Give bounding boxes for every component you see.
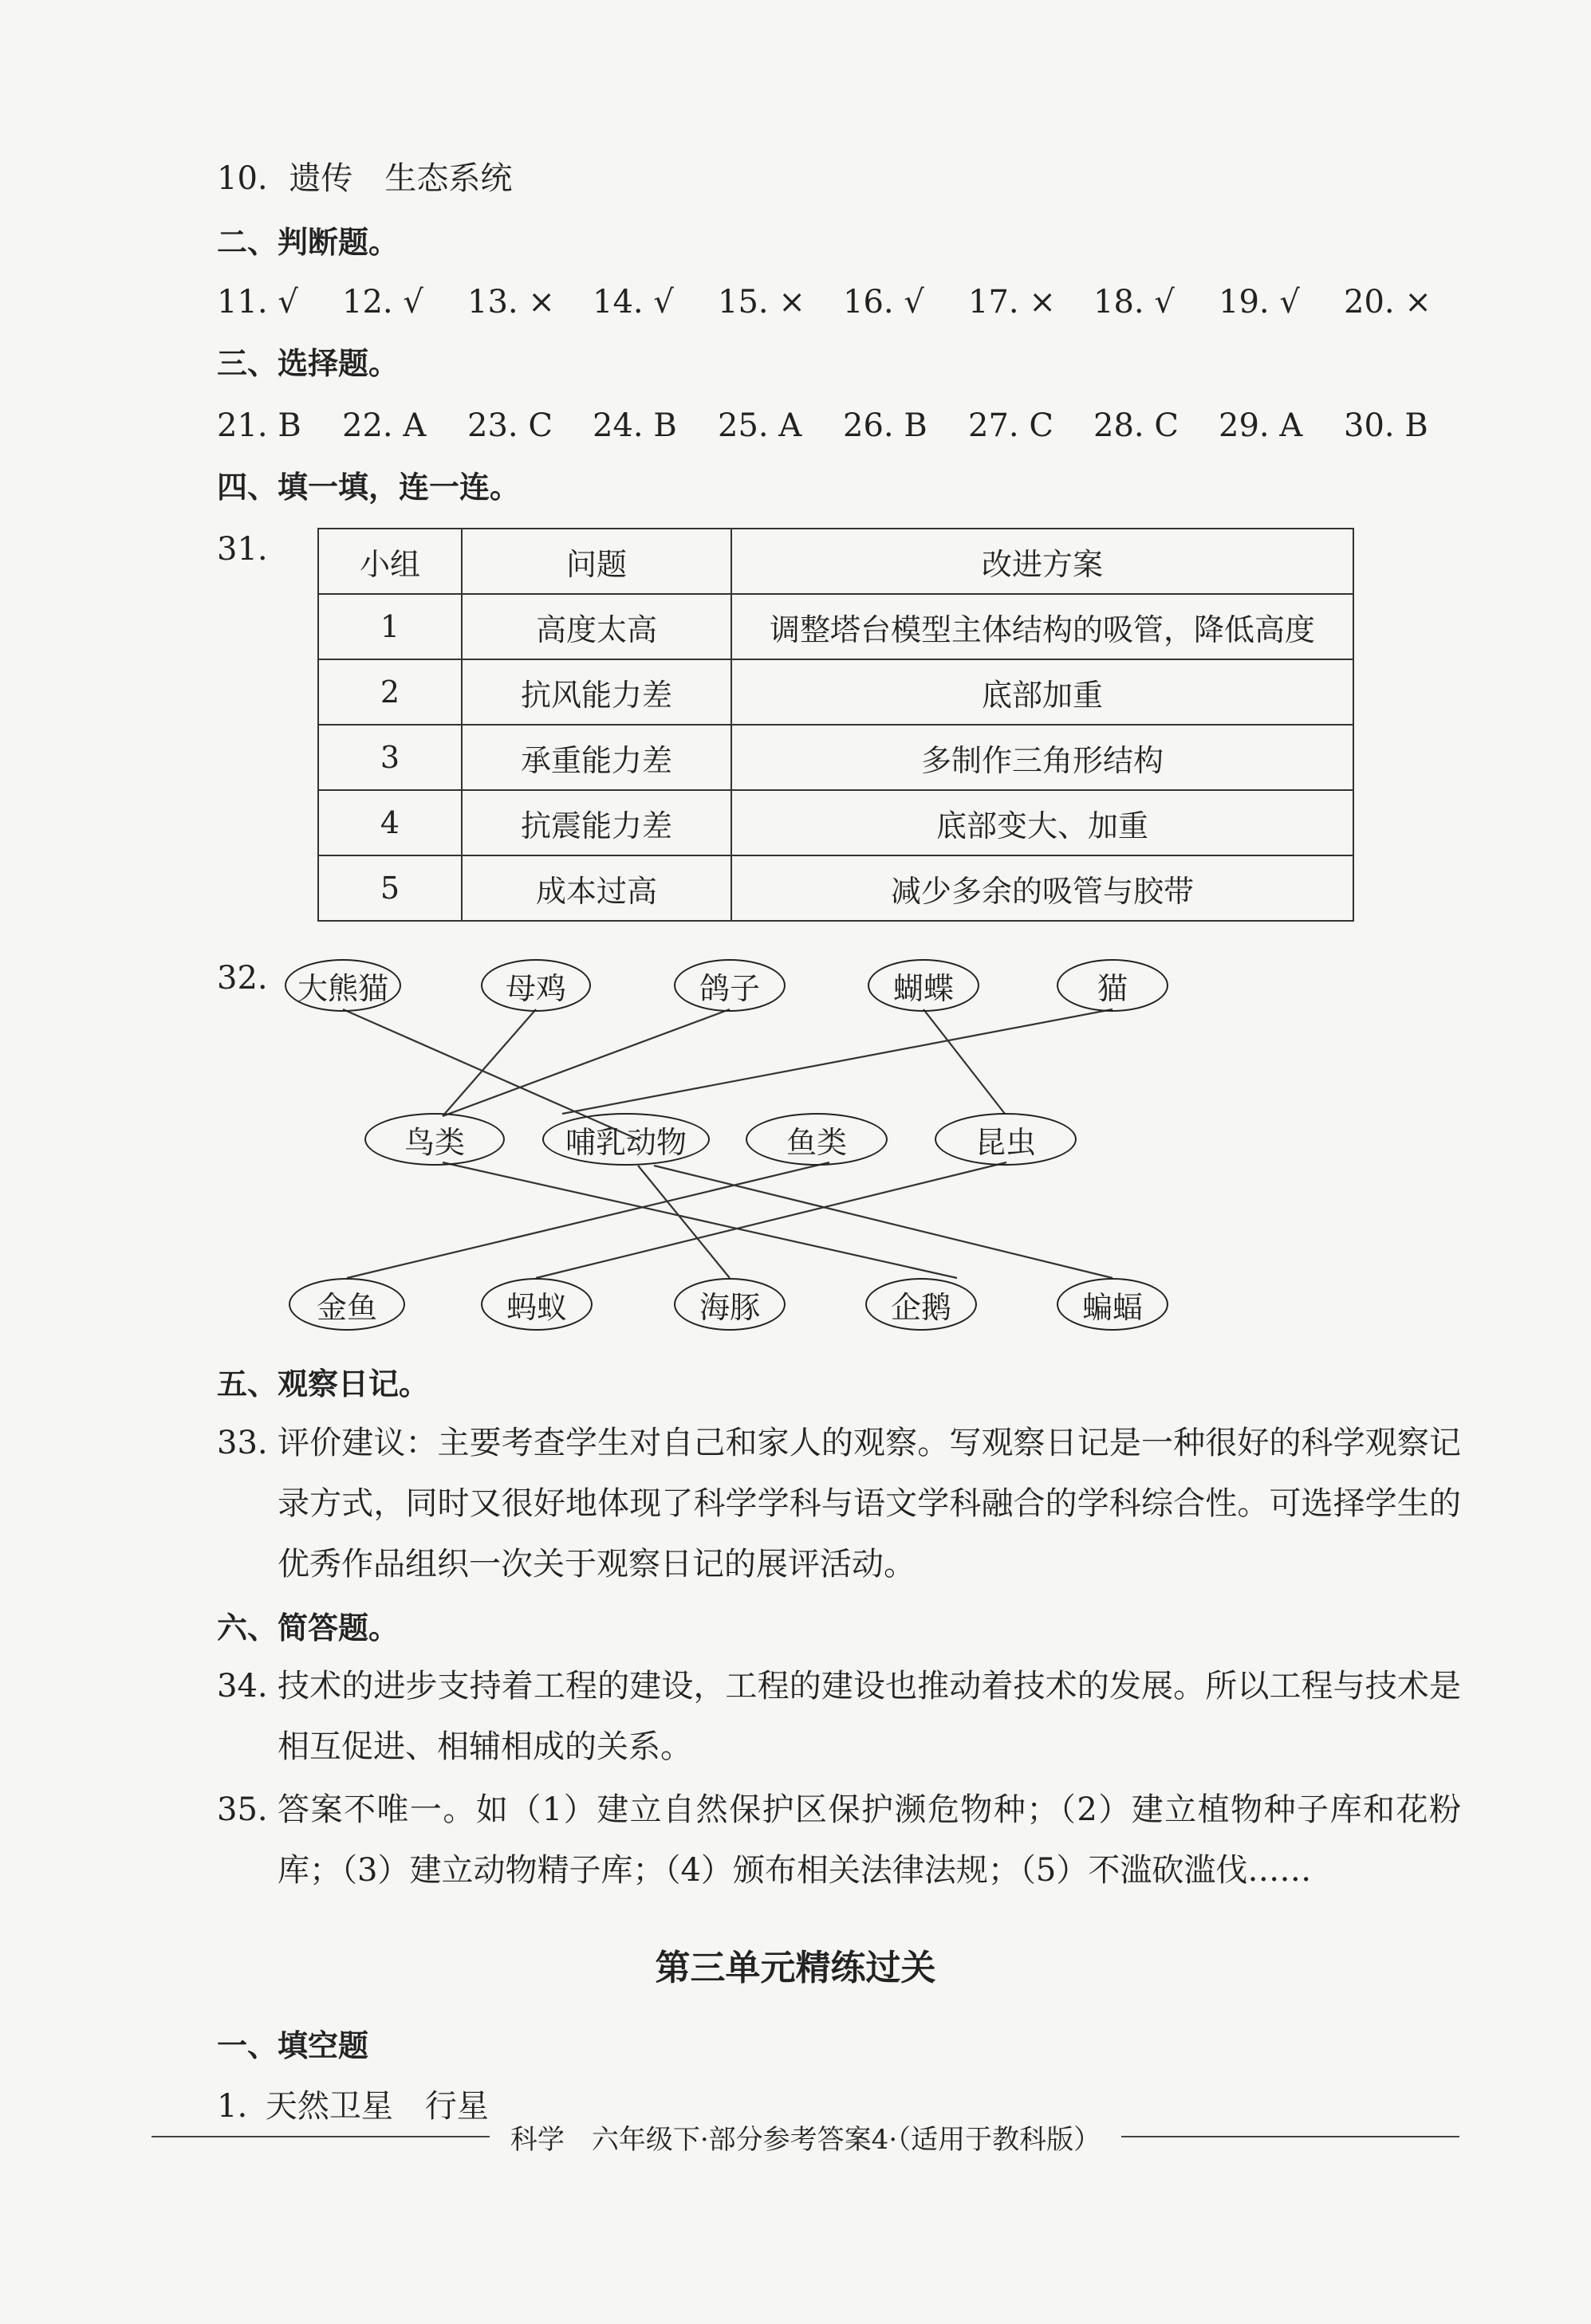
column-header: 小组 — [318, 529, 462, 594]
answer-34 — [217, 1656, 1461, 1777]
animal-oval: 金鱼 — [289, 1278, 405, 1331]
choice-answer: 21. B — [217, 407, 301, 444]
answer-1-text: 天然卫星 行星 — [265, 2088, 489, 2125]
match-line — [638, 1166, 730, 1278]
section-short-answer-heading: 六、简答题。 — [217, 1610, 400, 1646]
animal-oval: 企鹅 — [865, 1278, 977, 1331]
answer-35-num: 35. — [217, 1791, 268, 1828]
table-cell: 抗风能力差 — [462, 659, 731, 725]
table-cell: 4 — [318, 790, 462, 855]
table-cell: 抗震能力差 — [462, 790, 731, 855]
animal-oval: 蚂蚁 — [481, 1278, 593, 1331]
table-cell: 5 — [318, 855, 462, 921]
section-judge-heading: 二、判断题。 — [217, 225, 400, 260]
column-header: 改进方案 — [731, 529, 1353, 594]
footer-text: 科学 六年级下·部分参考答案4·（适用于教科版） — [510, 2123, 1101, 2156]
animal-oval: 蝴蝶 — [868, 959, 979, 1012]
section-fill-connect-heading: 四、填一填，连一连。 — [217, 470, 521, 505]
section-choice-heading: 三、选择题。 — [217, 346, 400, 381]
choice-answer: 29. A — [1219, 407, 1303, 444]
animal-oval: 蝙蝠 — [1057, 1278, 1168, 1331]
table-cell: 成本过高 — [462, 855, 731, 921]
judge-answer: 12. √ — [342, 284, 423, 320]
judge-answer: 15. × — [718, 284, 805, 320]
judge-answer: 17. × — [968, 284, 1056, 320]
answer-34-text: 技术的进步支持着工程的建设，工程的建设也推动着技术的发展。所以工程与技术是相互促进、相辅相成的关系。 — [278, 1668, 1461, 1765]
match-line — [443, 1009, 536, 1116]
judge-answer: 13. × — [467, 284, 555, 320]
answer-31-num: 31. — [217, 531, 268, 568]
judge-answer: 19. √ — [1219, 284, 1300, 320]
answer-10-text: 遗传 生态系统 — [289, 160, 513, 197]
category-oval: 鸟类 — [364, 1113, 505, 1166]
animal-oval: 鸽子 — [674, 959, 786, 1012]
judge-answer: 18. √ — [1093, 284, 1175, 320]
choice-answer: 22. A — [342, 407, 427, 444]
table-cell: 2 — [318, 659, 462, 725]
column-header: 问题 — [462, 529, 731, 594]
answer-35 — [217, 1779, 1461, 1901]
match-line — [443, 1009, 730, 1116]
unit-title: 第三单元精练过关 — [655, 1948, 936, 1988]
table-cell: 底部变大、加重 — [731, 790, 1353, 855]
choice-answer: 26. B — [843, 407, 927, 444]
answer-1-num: 1. — [217, 2088, 248, 2125]
choice-answer: 28. C — [1093, 407, 1179, 444]
answer-33-text: 评价建议：主要考查学生对自己和家人的观察。写观察日记是一种很好的科学观察记录方式，同时又很好地体现了科学学科与语文学科融合的学科综合性。可选择学生的优秀作品组织一次关于观察日记的展评活动。 — [278, 1425, 1461, 1583]
match-line — [562, 1009, 1113, 1114]
table-cell: 多制作三角形结构 — [731, 725, 1353, 790]
table-cell: 承重能力差 — [462, 725, 731, 790]
judge-answer: 11. √ — [217, 284, 298, 320]
choice-answer: 24. B — [593, 407, 677, 444]
choice-answer: 23. C — [467, 407, 553, 444]
section-diary-heading: 五、观察日记。 — [217, 1366, 430, 1402]
choice-answer: 25. A — [718, 407, 802, 444]
animal-oval: 大熊猫 — [285, 959, 401, 1012]
choice-answer: 30. B — [1344, 407, 1428, 444]
judge-answer: 16. √ — [843, 284, 924, 320]
section-fill-blank-heading: 一、填空题 — [217, 2028, 369, 2063]
answer-33 — [217, 1413, 1461, 1595]
table-cell: 底部加重 — [731, 659, 1353, 725]
footer-rule-left — [152, 2136, 490, 2137]
footer-rule-right — [1121, 2136, 1459, 2137]
page-footer — [152, 2117, 1459, 2157]
judge-answer: 14. √ — [593, 284, 674, 320]
answer-32-num: 32. — [217, 960, 268, 997]
answer-33-num: 33. — [217, 1425, 268, 1461]
table-cell: 高度太高 — [462, 594, 731, 659]
table-cell: 调整塔台模型主体结构的吸管，降低高度 — [731, 594, 1353, 659]
answer-10-num: 10. — [217, 160, 268, 197]
animal-oval: 海豚 — [674, 1278, 786, 1331]
answer-34-num: 34. — [217, 1668, 268, 1705]
match-line — [536, 1162, 1006, 1278]
judge-answer: 20. × — [1344, 284, 1432, 320]
table-cell: 减少多余的吸管与胶带 — [731, 855, 1353, 921]
animal-oval: 猫 — [1057, 959, 1168, 1012]
answer-35-text: 答案不唯一。如（1）建立自然保护区保护濒危物种；（2）建立植物种子库和花粉库；（3）建立动物精子库；（4）颁布相关法律法规；（5）不滥砍滥伐…… — [278, 1791, 1461, 1889]
match-line — [347, 1162, 829, 1278]
table-cell: 3 — [318, 725, 462, 790]
choice-answer: 27. C — [968, 407, 1053, 444]
table-cell: 1 — [318, 594, 462, 659]
category-oval: 鱼类 — [746, 1113, 888, 1166]
animal-oval: 母鸡 — [481, 959, 591, 1012]
category-oval: 昆虫 — [935, 1113, 1077, 1166]
category-oval: 哺乳动物 — [542, 1113, 710, 1166]
match-line — [923, 1009, 1005, 1114]
